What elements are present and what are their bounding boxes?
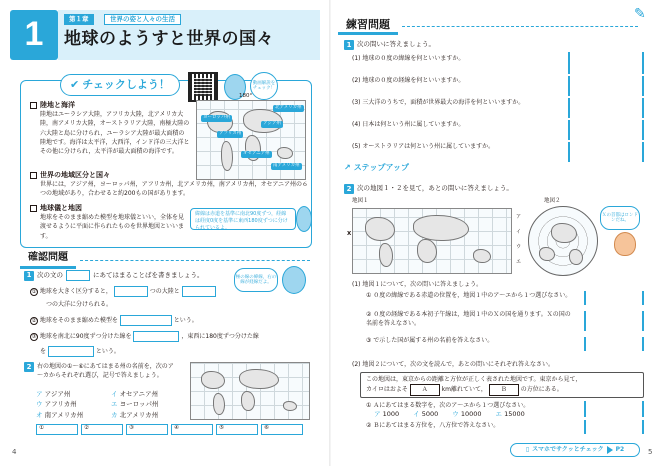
sub1-item: ① ０度の緯線である赤道の位置を，地図１中のア～エから１つ選びなさい。 [366, 292, 572, 299]
question-intro: 次の問いに答えましょう。 [357, 40, 435, 49]
checkbox-icon[interactable] [30, 102, 37, 109]
kakunin-q1-line1 [30, 286, 270, 297]
answer-row [36, 424, 306, 435]
check-title-text: チェックしよう！ [82, 78, 170, 92]
option-item: イ 5000 [413, 410, 439, 418]
item-text: という。 [95, 348, 120, 355]
question-intro: 次の地図１・２を見て，あとの問いに答えましょう。 [357, 184, 513, 193]
q1-item: (4) 日本は何という州に属していますか。 [352, 121, 465, 128]
question-number: 2 [24, 362, 34, 372]
question-intro2: にあてはまることばを書きましょう。 [93, 270, 204, 279]
qr-bubble: 動画解説をチェック！ [250, 72, 278, 100]
map2-bubble: Ｘの首都はロンドンだね。 [600, 206, 640, 230]
section-body: 地球をそのまま縮めた模型を地球儀といい，全体を見渡せるように平面に作られたものを世界地図といいます。 [40, 214, 185, 240]
question-intro: 次の文の [37, 270, 63, 279]
sub1-item: ③ で示した国が属する州の名前を答えなさい。 [366, 337, 494, 344]
map-tag-asia: アジア州 [263, 121, 281, 126]
kakunin-header [20, 252, 310, 268]
q1-item: (1) 地球の０度の緯線を何といいますか。 [352, 55, 465, 62]
map-tag-south-america: 南アメリカ州 [273, 163, 300, 168]
renshu-title: 練習問題 [338, 17, 398, 36]
section-globe-map [30, 203, 185, 241]
kakunin-q1-line3 [30, 315, 270, 326]
checkbox-icon[interactable] [30, 172, 37, 179]
answer-blank[interactable] [114, 286, 148, 297]
question-number: 1 [344, 40, 354, 50]
mascot-icon [282, 266, 306, 294]
map-tag-oceania: オセアニア州 [243, 151, 270, 156]
item-text: という。 [173, 317, 198, 324]
blank-A: Ａ [410, 384, 440, 395]
qr-code[interactable] [188, 72, 218, 102]
q1-answer-column [568, 52, 644, 148]
answer-field[interactable] [584, 420, 644, 434]
choice-item: オ 南アメリカ州 [36, 410, 84, 419]
blank-sample [66, 270, 90, 281]
item-number: ③ [31, 334, 37, 340]
map1: X [352, 208, 512, 274]
map1-markers: ア イ ウ エ [516, 214, 522, 265]
option-item: ア 1000 [374, 410, 400, 418]
answer-field[interactable] [584, 291, 644, 305]
chapter-label: 第１章 [64, 14, 94, 25]
world-map-q2 [190, 362, 310, 420]
map2-label: 地図２ [544, 198, 561, 204]
answer-blank[interactable] [120, 315, 172, 326]
section-body: 陸地はユーラシア大陸，アフリカ大陸，北アメリカ大陸，南アメリカ大陸，オーストラリア大陸，南極大陸の六大陸と島に分けられ，ユーラシア大陸が最大面積の陸地です。海洋は太平洋，大西洋，インド洋の三大洋とその他に分けられ，太平洋が最大面積の海洋です。 [40, 111, 190, 156]
passage-box [360, 372, 644, 398]
answer-blank[interactable] [48, 346, 94, 357]
item-text: を [40, 348, 47, 355]
kakunin-q1-line4 [30, 331, 310, 342]
choice-item: イ オセアニア州 [111, 390, 159, 398]
map1-label: 地図１ [352, 198, 369, 204]
sub2-item: ② Ｂにあてはまる方位を，八方位で答えなさい。 [366, 422, 500, 429]
stepup-header [344, 162, 409, 174]
options-row [374, 410, 574, 419]
kakunin-q2 [24, 362, 184, 381]
check-icon: ✔ [70, 78, 80, 92]
sub2-item: ① Ａにあてはまる数字を，次のア～エから１つ選びなさい。 [366, 402, 530, 409]
answer-field[interactable] [568, 98, 644, 118]
section-heading: 地球儀と地図 [40, 204, 82, 212]
map2-azimuthal [528, 206, 598, 276]
stepup-title: ステップアップ [353, 163, 409, 172]
answer-field[interactable] [568, 76, 644, 96]
answer-field[interactable] [568, 120, 644, 140]
question-number: 2 [344, 184, 354, 194]
chapter-topic: 世界の姿と人々の生活 [104, 14, 181, 25]
item-text: ，東西に180度ずつ分けた線 [181, 333, 259, 340]
section-heading: 世界の地域区分と国々 [40, 171, 110, 179]
footer-page-ref: P2 [615, 445, 625, 453]
arrow-icon: ↗ [344, 163, 351, 172]
smartphone-check-button[interactable] [510, 443, 640, 457]
question-number: 1 [24, 271, 34, 281]
answer-blank[interactable] [182, 286, 216, 297]
q1-item: (2) 地球の０度の経線を何といいますか。 [352, 77, 465, 84]
page-title: 地球のようすと世界の国々 [64, 29, 274, 49]
fox-mascot-icon [614, 232, 636, 256]
answer-field[interactable] [568, 142, 644, 162]
passage-line: この地図は，東京からの距離と方位が正しく表された地図です。東京から見て， [366, 376, 582, 383]
map-tag-north-america: 北アメリカ州 [275, 105, 302, 110]
section-body: 世界には，アジア州，ヨーロッパ州，アフリカ州，北アメリカ州，南アメリカ州，オセアニア州の６つの地域があり，合わせると約200もの国があります。 [40, 181, 309, 198]
choice-item: エ ヨーロッパ州 [111, 400, 159, 409]
kakunin-title: 確認問題 [20, 251, 76, 269]
choice-item: ア アジア州 [36, 390, 71, 398]
question-intro: 右の地図の①～⑥にあてはまる州の名前を，次のア～カからそれぞれ選び，記号で答えましょう。 [37, 363, 174, 380]
item-text: 地球をそのまま縮めた模型を [39, 317, 118, 324]
renshu-q1 [344, 40, 644, 50]
answer-box[interactable]: ① [36, 424, 78, 435]
renshu-header [338, 18, 638, 34]
right-page [330, 0, 660, 466]
answer-box[interactable]: ④ [171, 424, 213, 435]
choices-grid [36, 390, 186, 420]
pencil-icon: ✎ [634, 6, 646, 22]
answer-field[interactable] [568, 52, 644, 74]
sub2-heading: (2) 地図２について，次の文を読んで，あとの問いにそれぞれ答えなさい。 [352, 361, 555, 368]
footer-label: スマホでサクッとチェック [532, 445, 604, 453]
blank-B: Ｂ [489, 384, 519, 395]
section-land-sea [30, 100, 190, 157]
map-tag-africa: アフリカ州 [219, 131, 242, 136]
sub1-item: ② ０度の経線である本初子午線は，地図１中のＸの国を通ります。Ｘの国の名前を答えなさい。 [366, 311, 571, 328]
answer-box[interactable]: ⑥ [261, 424, 303, 435]
answer-blank[interactable] [133, 331, 179, 342]
mascot-icon [296, 206, 312, 232]
phone-icon: ▯ [525, 445, 530, 453]
choice-item: ウ アフリカ州 [36, 400, 77, 409]
arrow-right-icon [607, 446, 613, 454]
item-number: ② [31, 318, 37, 324]
kakunin-q1 [24, 270, 254, 281]
answer-field[interactable] [584, 337, 644, 351]
map-degree: 180° [239, 93, 253, 99]
passage-line: カイロはおよそ Ａ km離れていて， Ｂ の方位にある。 [366, 384, 638, 395]
hint-bubble: 極の線の緯線，右の線が経線だよ。 [234, 268, 278, 292]
map-tag-europe: ヨーロッパ州 [203, 115, 230, 120]
section-heading: 陸地と海洋 [40, 101, 75, 109]
page-number: 4 [12, 448, 17, 456]
item-text: つの大陸と [149, 288, 180, 295]
hint-note: 緯線は赤道を基準に南北90度ずつ，経線は経度0度を基準に東西180度ずつに分けられているよ。 [190, 208, 296, 230]
sub1-heading: (1) 地図１について，次の問いに答えましょう。 [352, 281, 483, 288]
kakunin-q1-line5 [40, 346, 240, 357]
item-number: ① [31, 289, 37, 295]
kakunin-q1-line2 [46, 300, 246, 309]
check-title [60, 74, 180, 96]
option-item: エ 15000 [495, 410, 525, 418]
renshu-q1-items [352, 54, 562, 164]
world-map-continents [196, 93, 306, 180]
answer-box[interactable]: ③ [126, 424, 168, 435]
item-text: つの大洋に分けられる。 [46, 301, 113, 308]
checkbox-icon[interactable] [30, 205, 37, 212]
answer-box[interactable]: ⑤ [216, 424, 258, 435]
item-text: 地球を南北に90度ずつ分けた線を [39, 333, 132, 340]
q1-item: (5) オーストラリアは何という州に属していますか。 [352, 143, 495, 150]
answer-field[interactable] [584, 311, 644, 331]
page-number: 5 [648, 448, 653, 456]
q1-item: (3) 三大洋のうちで，面積が世界最大の海洋を何といいますか。 [352, 99, 525, 106]
section-regions [30, 170, 310, 199]
choice-item: カ 北アメリカ州 [111, 410, 159, 419]
option-item: ウ 10000 [452, 410, 482, 418]
item-text: 地球を大きく区分すると， [39, 288, 112, 295]
stepup-q2 [344, 184, 644, 194]
chapter-number: 1 [10, 10, 58, 60]
answer-box[interactable]: ② [81, 424, 123, 435]
answer-field[interactable] [584, 401, 644, 417]
